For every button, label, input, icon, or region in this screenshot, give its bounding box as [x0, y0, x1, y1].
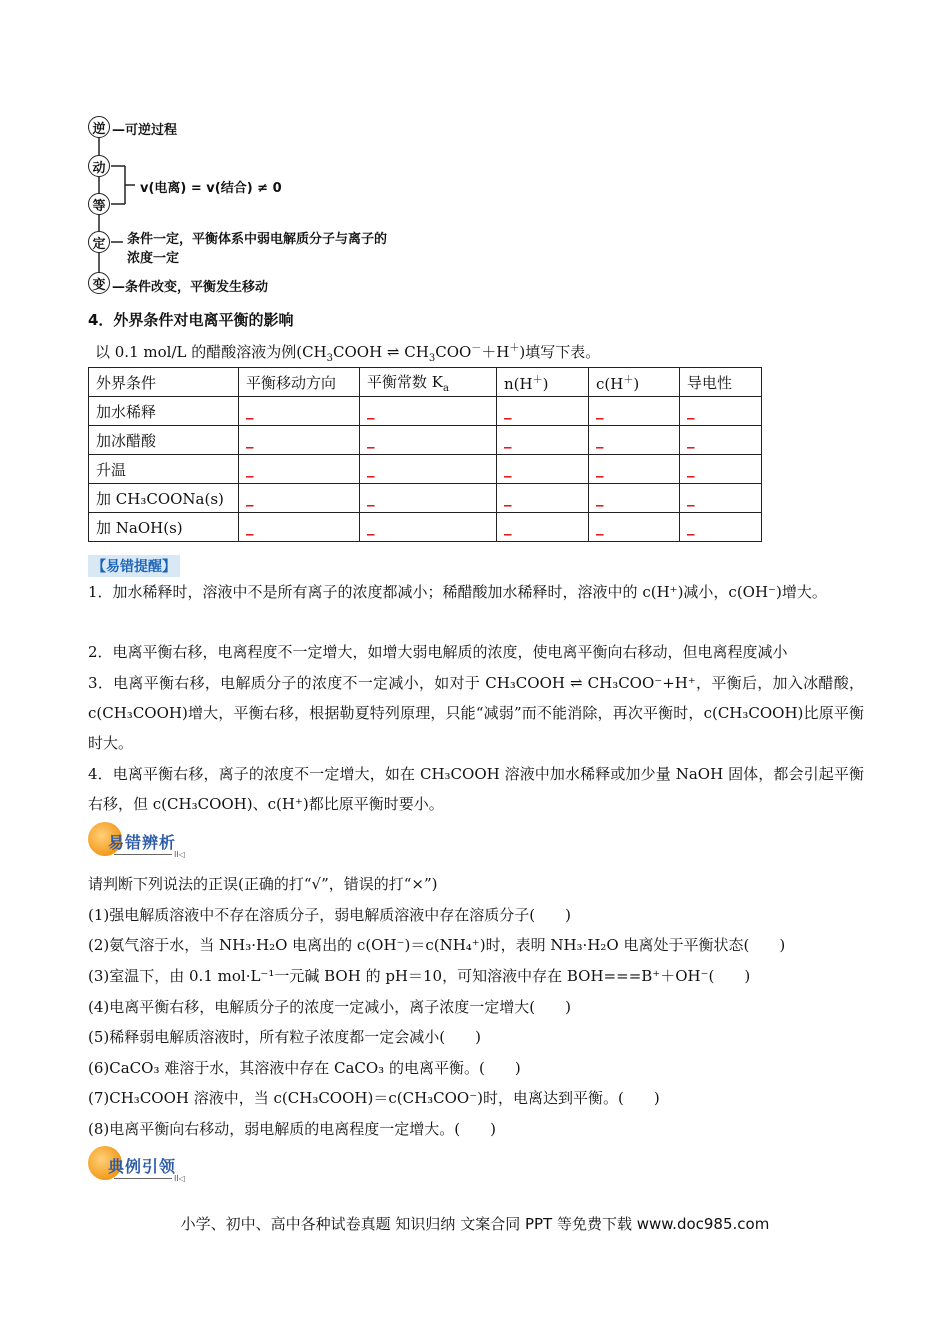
row-condition: 加冰醋酸 — [89, 426, 239, 455]
error-tips-label: 【易错提醒】 — [88, 555, 180, 577]
feature-circle-equal: 等 — [88, 193, 110, 215]
header-condition: 外界条件 — [89, 368, 239, 397]
judge-item: (4)电离平衡右移，电解质分子的浓度一定减小，离子浓度一定增大( ) — [88, 998, 571, 1016]
blank-cell[interactable]: _ — [589, 455, 680, 484]
blank-cell[interactable]: _ — [497, 397, 589, 426]
table-row — [89, 426, 762, 455]
blank-cell[interactable]: _ — [239, 455, 360, 484]
feature-change-text: —条件改变，平衡发生移动 — [112, 280, 269, 295]
row-condition: 升温 — [89, 455, 239, 484]
feature-rate-equation: v(电离) = v(结合) ≠ 0 — [140, 181, 282, 196]
blank-cell[interactable]: _ — [360, 513, 497, 542]
row-condition: 加水稀释 — [89, 397, 239, 426]
section-title: 4．外界条件对电离平衡的影响 — [88, 311, 294, 329]
table-row — [89, 397, 762, 426]
table-header-row — [89, 368, 762, 397]
judge-item: (1)强电解质溶液中不存在溶质分子，弱电解质溶液中存在溶质分子( ) — [88, 906, 571, 924]
blank-cell[interactable]: _ — [680, 513, 762, 542]
feature-reversible-text: —可逆过程 — [112, 123, 178, 138]
feature-constant-text-line2: 浓度一定 — [127, 251, 180, 266]
blank-cell[interactable]: _ — [360, 426, 497, 455]
blank-cell[interactable]: _ — [360, 455, 497, 484]
blank-cell[interactable]: _ — [589, 426, 680, 455]
tip-paragraph-2: 2．电离平衡右移，电离程度不一定增大，如增大弱电解质的浓度，使电离平衡向右移动，但电离程度减小 — [88, 643, 788, 661]
table-row — [89, 455, 762, 484]
judge-intro: 请判断下列说法的正误(正确的打“√”，错误的打“×”) — [88, 875, 438, 893]
blank-cell[interactable]: _ — [360, 397, 497, 426]
blank-cell[interactable]: _ — [589, 397, 680, 426]
feature-circle-change: 变 — [88, 272, 110, 294]
badge-title: 易错辨析 — [108, 833, 177, 852]
feature-constant-text-line1: 条件一定，平衡体系中弱电解质分子与离子的 — [127, 232, 388, 247]
table-row — [89, 513, 762, 542]
row-condition: 加 NaOH(s) — [89, 513, 239, 542]
header-direction: 平衡移动方向 — [239, 368, 360, 397]
blank-cell[interactable]: _ — [497, 513, 589, 542]
tip-paragraph-4: 4．电离平衡右移，离子的浓度不一定增大，如在 CH₃COOH 溶液中加水稀释或加少量 NaOH 固体，都会引起平衡右移，但 c(CH₃COOH)、c(H⁺)都比原平衡时要小。 — [88, 765, 864, 813]
feature-circle-dynamic: 动 — [88, 155, 110, 177]
judge-item: (8)电离平衡向右移动，弱电解质的电离程度一定增大。( ) — [88, 1120, 496, 1138]
blank-cell[interactable]: _ — [497, 455, 589, 484]
header-n-h: n(H＋) — [497, 368, 589, 397]
tip-paragraph-3: 3．电离平衡右移，电解质分子的浓度不一定减小，如对于 CH₃COOH ⇌ CH₃COO⁻+H⁺，平衡后，加入冰醋酸，c(CH₃COOH)增大，平衡右移，根据勒夏特列原理，只能“减弱”而不能消除，再次平衡时，c(CH₃COOH)比原平衡时大。 — [88, 674, 864, 752]
badge-tail-icon: II◁ — [174, 1174, 185, 1183]
blank-cell[interactable]: _ — [239, 513, 360, 542]
judge-item: (2)氨气溶于水，当 NH₃·H₂O 电离出的 c(OH⁻)＝c(NH₄⁺)时，表明 NH₃·H₂O 电离处于平衡状态( ) — [88, 936, 786, 954]
header-conductivity: 导电性 — [680, 368, 762, 397]
blank-cell[interactable]: _ — [497, 426, 589, 455]
badge-title: 典例引领 — [108, 1157, 177, 1176]
feature-circle-constant: 定 — [88, 231, 110, 253]
feature-circle-reversible: 逆 — [88, 116, 110, 138]
blank-cell[interactable]: _ — [360, 484, 497, 513]
blank-cell[interactable]: _ — [497, 484, 589, 513]
judge-item: (6)CaCO₃ 难溶于水，其溶液中存在 CaCO₃ 的电离平衡。( ) — [88, 1059, 521, 1077]
blank-cell[interactable]: _ — [589, 484, 680, 513]
tip-paragraph-1: 1．加水稀释时，溶液中不是所有离子的浓度都减小；稀醋酸加水稀释时，溶液中的 c(H⁺)减小，c(OH⁻)增大。 — [88, 583, 827, 601]
blank-cell[interactable]: _ — [239, 426, 360, 455]
effects-table — [88, 367, 762, 542]
blank-cell[interactable]: _ — [239, 397, 360, 426]
blank-cell[interactable]: _ — [680, 484, 762, 513]
judge-item: (3)室温下，由 0.1 mol·L⁻¹一元碱 BOH 的 pH＝10，可知溶液中存在 BOH===B⁺＋OH⁻( ) — [88, 967, 751, 985]
page-footer: 小学、初中、高中各种试卷真题 知识归纳 文案合同 PPT 等免费下载 www.doc985.com — [180, 1215, 770, 1233]
blank-cell[interactable]: _ — [680, 455, 762, 484]
error-analysis-badge — [88, 822, 188, 860]
badge-tail-icon: II◁ — [174, 850, 185, 859]
example-badge — [88, 1146, 188, 1184]
table-row — [89, 484, 762, 513]
blank-cell[interactable]: _ — [239, 484, 360, 513]
blank-cell[interactable]: _ — [680, 426, 762, 455]
blank-cell[interactable]: _ — [589, 513, 680, 542]
header-c-h: c(H＋) — [589, 368, 680, 397]
blank-cell[interactable]: _ — [680, 397, 762, 426]
judge-item: (7)CH₃COOH 溶液中，当 c(CH₃COOH)＝c(CH₃COO⁻)时，电离达到平衡。( ) — [88, 1089, 660, 1107]
header-constant: 平衡常数 $K_a$ — [360, 368, 497, 397]
judge-item: (5)稀释弱电解质溶液时，所有粒子浓度都一定会减小( ) — [88, 1028, 481, 1046]
section-intro: 以 0.1 mol/L 的醋酸溶液为例($CH_3COOH$ ⇌ $CH_3COO^-+H^+$)填写下表。 — [95, 343, 601, 364]
row-condition: 加 CH₃COONa(s) — [89, 484, 239, 513]
